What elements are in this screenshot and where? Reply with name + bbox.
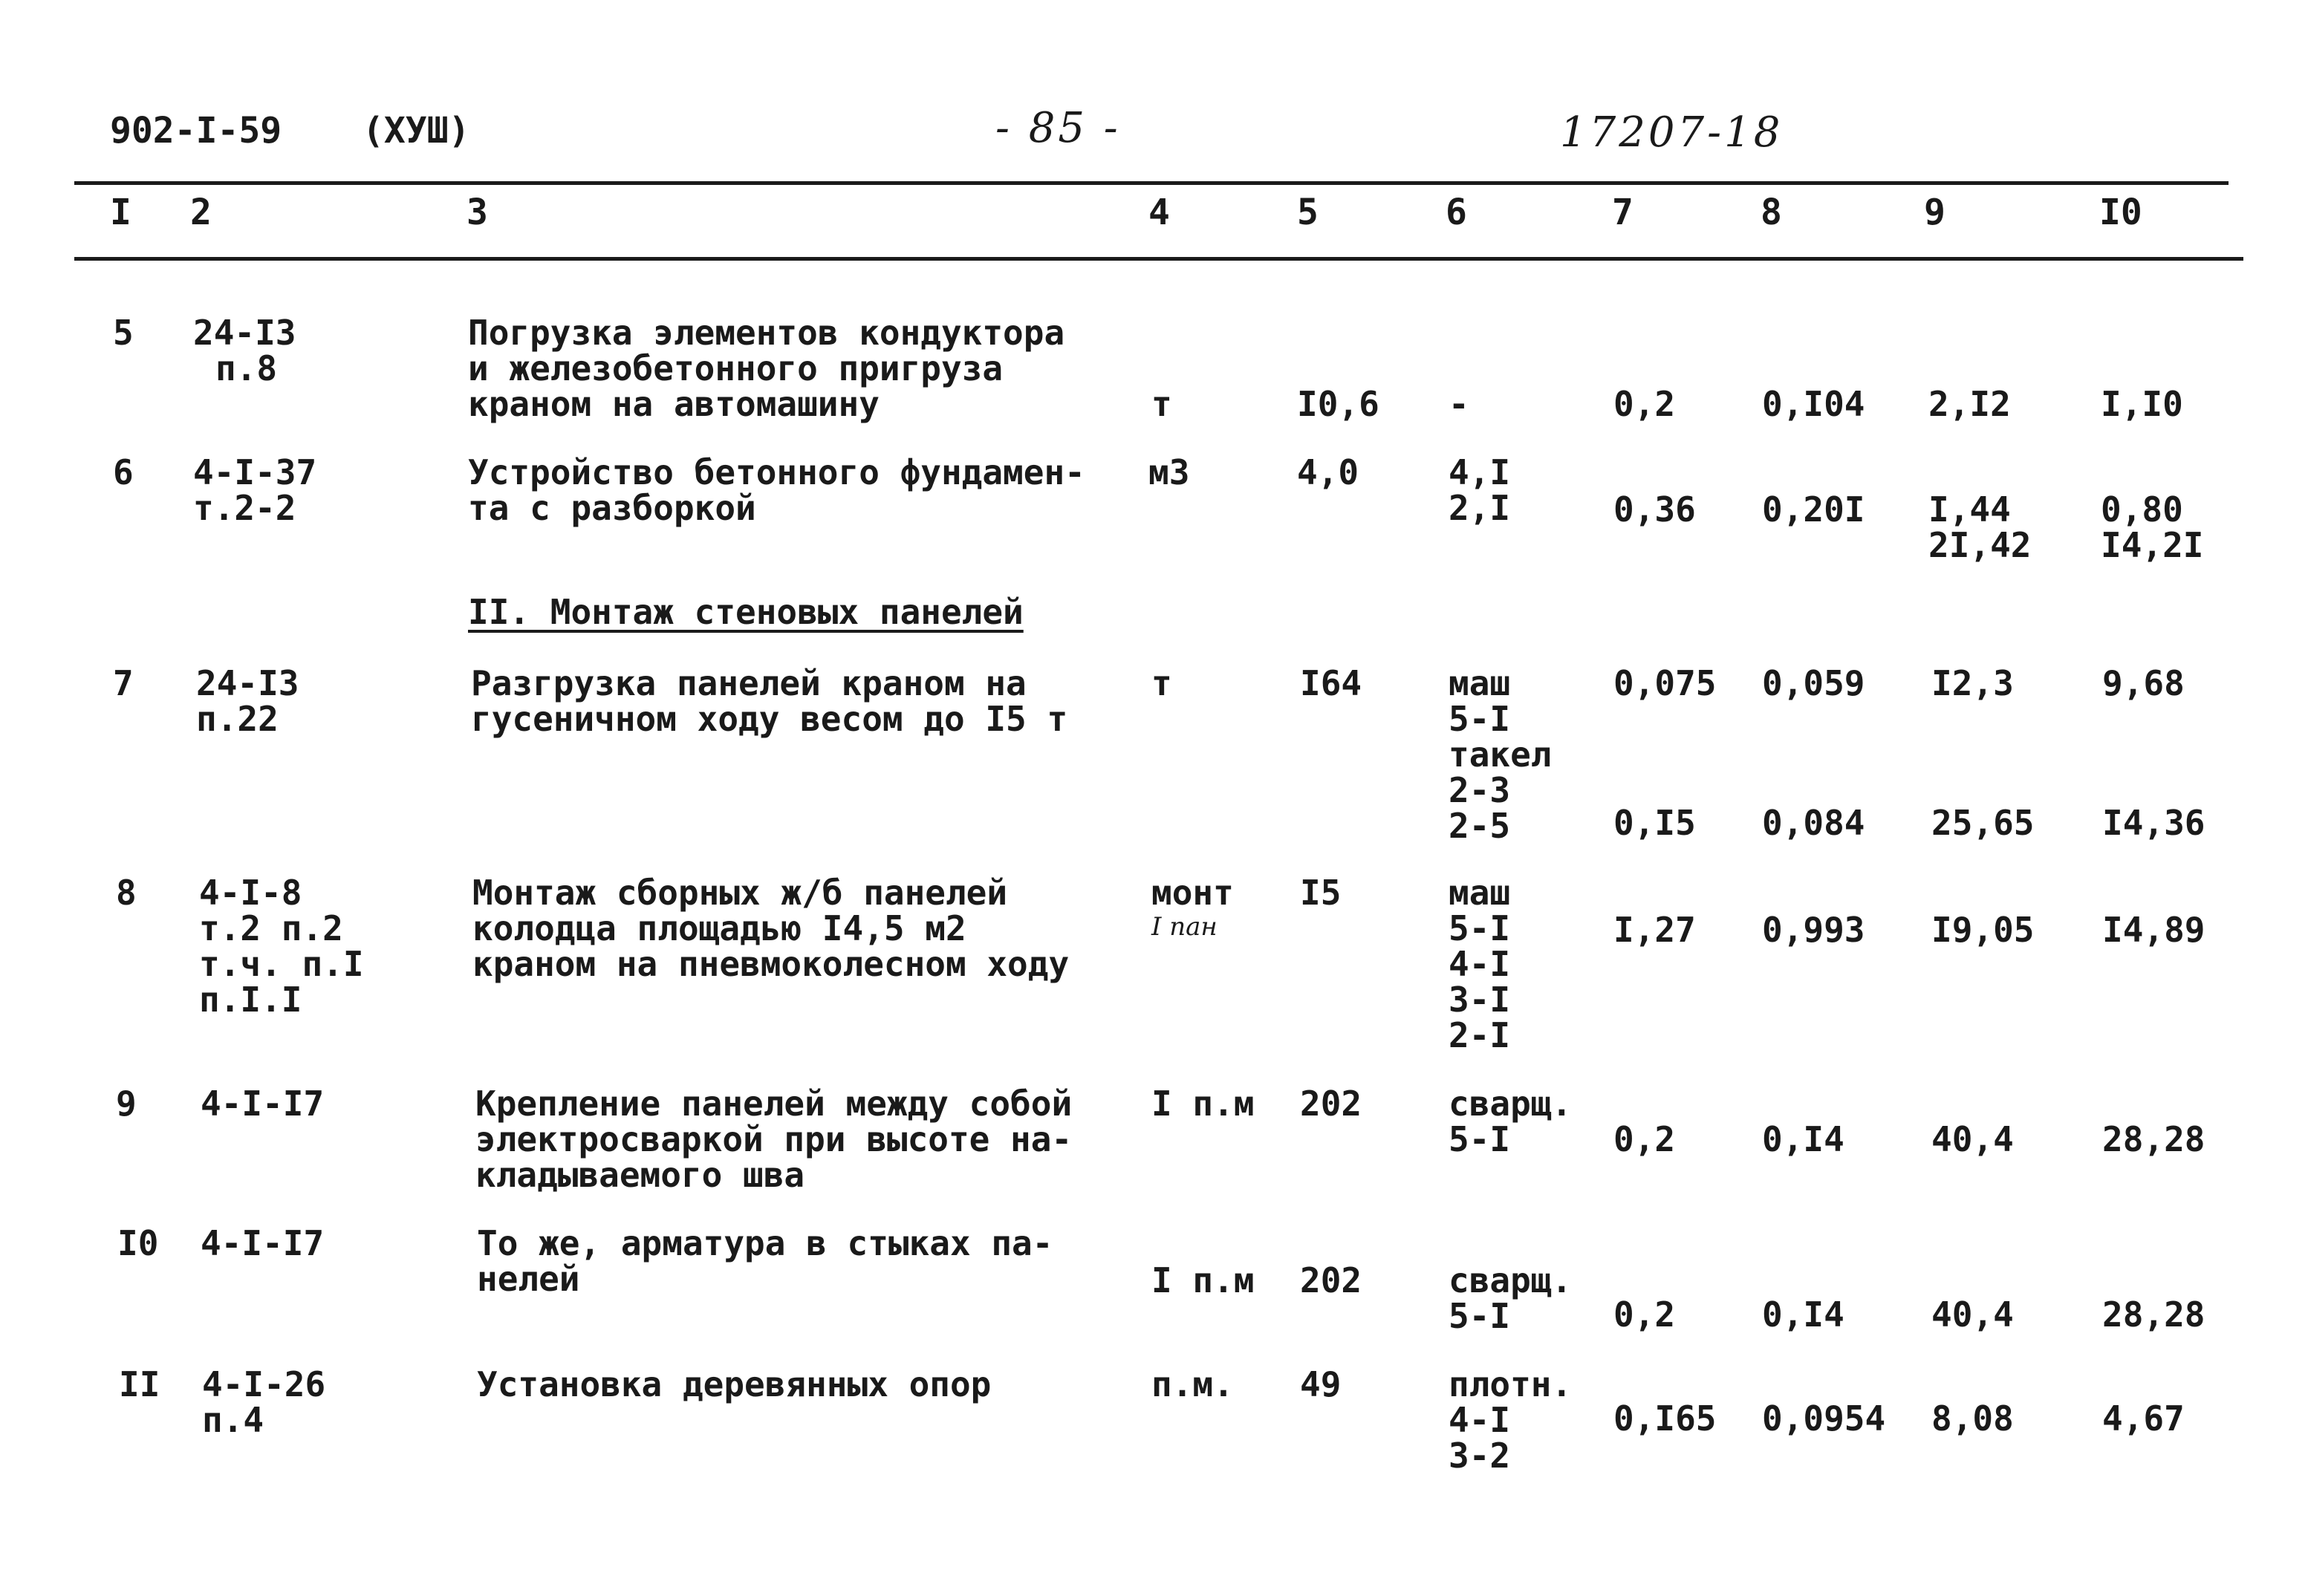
- page-number: - 85 -: [995, 104, 1121, 152]
- unit: I п.м: [1151, 1260, 1255, 1300]
- quantity: 49: [1300, 1364, 1342, 1404]
- unit: I п.м: [1151, 1084, 1255, 1124]
- value-col-7: 0,2: [1613, 1119, 1676, 1159]
- value-col-9: 25,65: [1931, 803, 2035, 843]
- work-description: Погрузка элементов кондуктора и железобетонного пригруза краном на автомашину: [468, 313, 1065, 424]
- norm-code: 4-I-26 п.4: [202, 1364, 326, 1440]
- quantity: 4,0: [1297, 452, 1359, 492]
- col-header-6: 6: [1446, 192, 1467, 233]
- value-col-8: 0,0954: [1762, 1398, 1886, 1439]
- value-col-10: 4,67: [2102, 1398, 2185, 1439]
- quantity: I0,6: [1297, 384, 1379, 424]
- quantity: 202: [1300, 1084, 1362, 1124]
- top-rule: [74, 181, 2229, 185]
- document-code: 902-I-59: [110, 110, 282, 152]
- unit: т: [1151, 663, 1172, 703]
- col-header-9: 9: [1924, 192, 1945, 233]
- value-col-7: 0,2: [1613, 384, 1676, 424]
- norm-code: 4-I-8 т.2 п.2 т.ч. п.I п.I.I: [199, 873, 364, 1020]
- norm-code: 4-I-37 т.2-2: [193, 452, 317, 528]
- norm-code: 24-I3 п.8: [193, 313, 296, 388]
- row-number: 6: [113, 452, 134, 492]
- value-col-7: I,27: [1613, 910, 1696, 950]
- unit: м3: [1148, 452, 1190, 492]
- norm-code: 4-I-I7: [201, 1084, 325, 1124]
- crew: сварщ. 5-I: [1449, 1260, 1573, 1336]
- crew: плотн. 4-I 3-2: [1449, 1364, 1573, 1476]
- value-col-9: 40,4: [1931, 1119, 2014, 1159]
- row-number: 8: [116, 873, 137, 913]
- unit: т: [1151, 384, 1172, 424]
- work-description: Установка деревянных опор: [477, 1364, 992, 1404]
- col-header-3: 3: [467, 192, 488, 233]
- col-header-2: 2: [190, 192, 212, 233]
- unit: монт: [1151, 873, 1234, 913]
- work-description: Крепление панелей между собой электросваркой при высоте на- кладываемого шва: [475, 1084, 1073, 1195]
- col-header-7: 7: [1612, 192, 1634, 233]
- norm-code: 24-I3 п.22: [196, 663, 299, 739]
- work-description: Устройство бетонного фундамен- та с разборкой: [468, 452, 1085, 528]
- crew: маш 5-I 4-I 3-I 2-I: [1449, 873, 1511, 1055]
- value-col-10: 28,28: [2102, 1294, 2205, 1335]
- value-col-8: 0,I4: [1762, 1119, 1844, 1159]
- section-heading: II. Монтаж стеновых панелей: [468, 592, 1024, 632]
- col-header-8: 8: [1761, 192, 1782, 233]
- col-header-4: 4: [1148, 192, 1170, 233]
- norm-code: 4-I-I7: [201, 1223, 325, 1263]
- quantity: 202: [1300, 1260, 1362, 1300]
- crew: -: [1449, 384, 1469, 424]
- value-col-10: I4,89: [2102, 910, 2205, 950]
- value-col-7: 0,2: [1613, 1294, 1676, 1335]
- header-bottom-rule: [74, 257, 2243, 261]
- inventory-number: 17207-18: [1560, 108, 1784, 157]
- value-col-8: 0,993: [1762, 910, 1865, 950]
- value-col-9: 8,08: [1931, 1398, 2014, 1439]
- row-number: I0: [117, 1223, 159, 1263]
- quantity: I5: [1300, 873, 1342, 913]
- value-col-10: I4,36: [2102, 803, 2205, 843]
- value-col-7: 0,I65: [1613, 1398, 1717, 1439]
- col-header-5: 5: [1297, 192, 1319, 233]
- value-col-7: 0,36: [1613, 489, 1696, 530]
- value-col-8: 0,059: [1762, 663, 1865, 703]
- unit: п.м.: [1151, 1364, 1234, 1404]
- value-col-10: 28,28: [2102, 1119, 2205, 1159]
- row-number: 9: [116, 1084, 137, 1124]
- value-col-9: I9,05: [1931, 910, 2035, 950]
- row-number: II: [119, 1364, 160, 1404]
- value-col-8: 0,I4: [1762, 1294, 1844, 1335]
- value-col-8: 0,084: [1762, 803, 1865, 843]
- col-header-1: I: [110, 192, 131, 233]
- value-col-8: 0,20I: [1762, 489, 1865, 530]
- value-col-10: 9,68: [2102, 663, 2185, 703]
- quantity: I64: [1300, 663, 1362, 703]
- col-header-10: I0: [2099, 192, 2142, 233]
- value-col-8: 0,I04: [1762, 384, 1865, 424]
- value-col-7: 0,075: [1613, 663, 1717, 703]
- value-col-9: I,44 2I,42: [1928, 489, 2032, 565]
- crew: сварщ. 5-I: [1449, 1084, 1573, 1159]
- value-col-9: I2,3: [1931, 663, 2014, 703]
- crew: маш 5-I такел 2-3 2-5: [1449, 663, 1552, 846]
- work-description: То же, арматура в стыках па- нелей: [477, 1223, 1053, 1299]
- work-description: Монтаж сборных ж/б панелей колодца площадью I4,5 м2 краном на пневмоколесном ходу: [472, 873, 1070, 984]
- work-description: Разгрузка панелей краном на гусеничном ходу весом до I5 т: [471, 663, 1068, 739]
- unit-note: I пан: [1151, 912, 1218, 942]
- row-number: 5: [113, 313, 134, 353]
- value-col-7: 0,I5: [1613, 803, 1696, 843]
- row-number: 7: [113, 663, 134, 703]
- series-label: (ХУШ): [363, 110, 470, 152]
- value-col-9: 40,4: [1931, 1294, 2014, 1335]
- crew: 4,I 2,I: [1449, 452, 1511, 528]
- value-col-10: 0,80 I4,2I: [2101, 489, 2204, 565]
- value-col-9: 2,I2: [1928, 384, 2011, 424]
- value-col-10: I,I0: [2101, 384, 2183, 424]
